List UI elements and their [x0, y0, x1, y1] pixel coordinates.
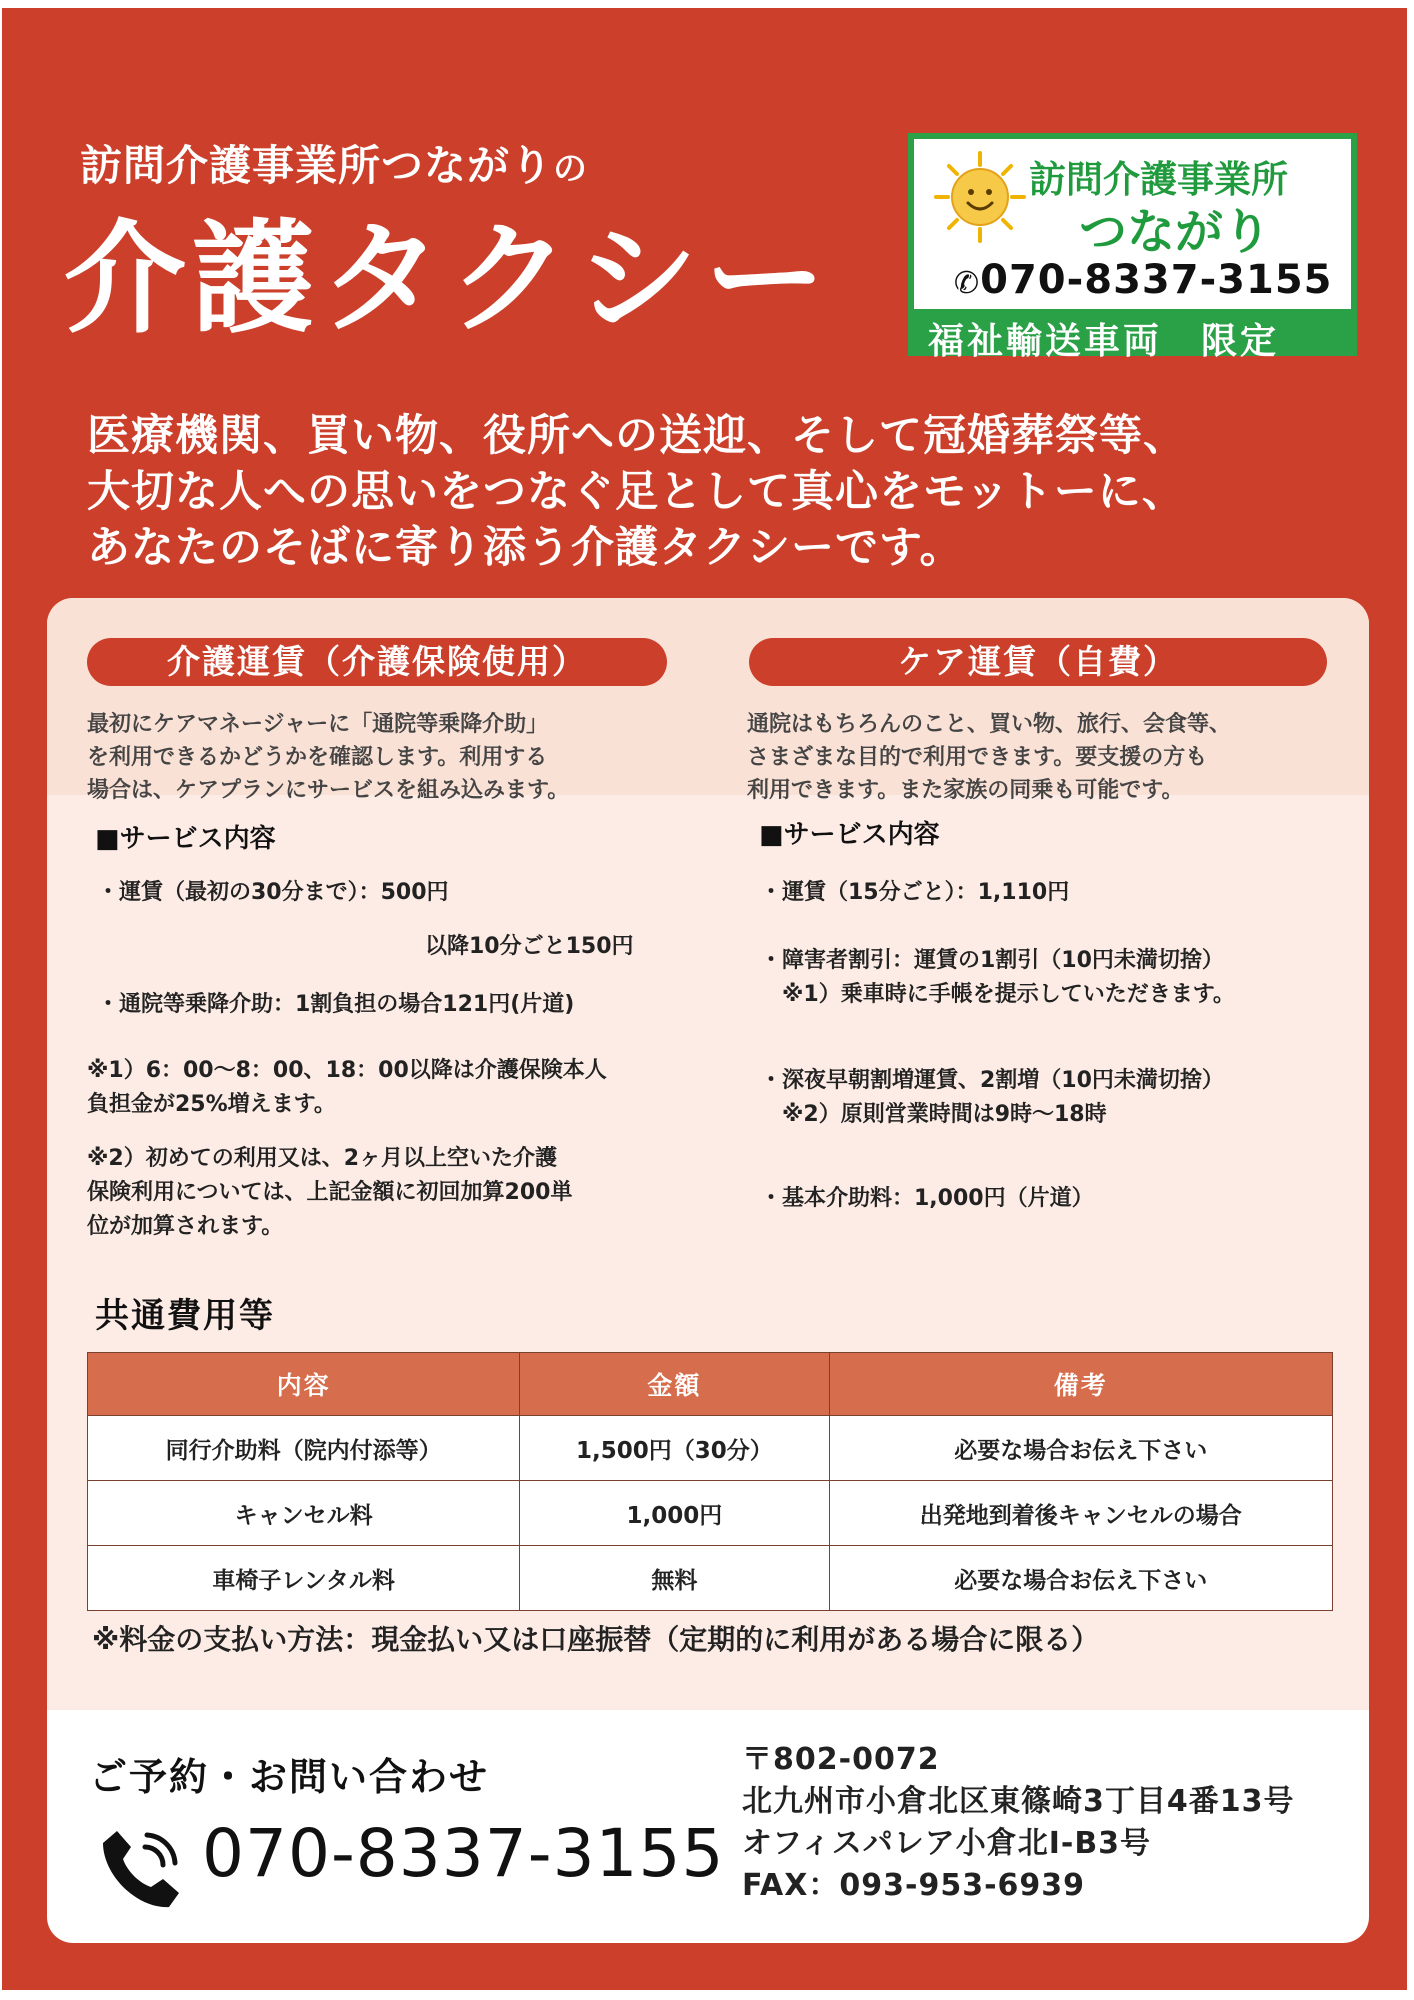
left-fare-initial: ・運賃（最初の30分まで）：500円: [97, 880, 449, 905]
left-service-heading: ■サービス内容: [95, 824, 276, 854]
table-cell: 同行介助料（院内付添等）: [88, 1416, 520, 1481]
contact-title: ご予約・お問い合わせ: [89, 1755, 490, 1799]
note-line: ※2）初めての利用又は、2ヶ月以上空いた介護: [87, 1146, 558, 1171]
note-line: 負担金が25%増えます。: [87, 1092, 336, 1117]
left-heading: 介護運賃（介護保険使用）: [87, 638, 667, 686]
intro-line: 大切な人への思いをつなぐ足として真心をモットーに、: [87, 467, 1186, 517]
note-line: 位が加算されます。: [87, 1214, 284, 1239]
intro-text: [87, 408, 1187, 576]
right-description: [747, 708, 1231, 807]
desc-line: 場合は、ケアプランにサービスを組み込みます。: [87, 778, 570, 803]
right-basic-assist-fee: ・基本介助料：1,000円（片道）: [760, 1186, 1094, 1211]
logo-name-line1: 訪問介護事業所: [1029, 158, 1288, 201]
desc-line: 通院はもちろんのこと、買い物、旅行、会食等、: [747, 712, 1232, 737]
table-row: [88, 1416, 1333, 1481]
note-line: ※1）6：00～8：00、18：00以降は介護保険本人: [87, 1058, 607, 1083]
left-fare-additional: 以降10分ごと150円: [425, 934, 634, 959]
common-fees-title: 共通費用等: [95, 1296, 275, 1336]
right-night-note: ※2）原則営業時間は9時～18時: [782, 1102, 1107, 1127]
table-cell: 必要な場合お伝え下さい: [829, 1546, 1332, 1611]
logo-phone: [954, 257, 1333, 303]
column-header-content: 内容: [88, 1353, 520, 1416]
contact-footer: [47, 1710, 1369, 1943]
smiling-sun-icon: [934, 151, 1026, 243]
table-cell: 出発地到着後キャンセルの場合: [829, 1481, 1332, 1546]
desc-line: 利用できます。また家族の同乗も可能です。: [747, 778, 1184, 803]
main-title: 介護タクシー: [64, 208, 832, 350]
info-panel: [47, 598, 1369, 1710]
right-disability-discount: ・障害者割引：運賃の1割引（10円未満切捨）: [760, 948, 1224, 973]
table-cell: 1,500円（30分）: [520, 1416, 829, 1481]
logo-vehicle-note: 福祉輸送車両 限定: [928, 321, 1280, 362]
table-header-row: [88, 1353, 1333, 1416]
subtitle-text: 訪問介護事業所つながり: [80, 141, 554, 190]
table-cell: 車椅子レンタル料: [88, 1546, 520, 1611]
table-row: [88, 1546, 1333, 1611]
subtitle-suffix: の: [553, 149, 589, 189]
contact-phone-number[interactable]: 070-8337-3155: [202, 1815, 725, 1892]
logo-inner: [914, 139, 1351, 309]
table-cell: 必要な場合お伝え下さい: [829, 1416, 1332, 1481]
column-header-remarks: 備考: [829, 1353, 1332, 1416]
logo-phone-mark: ✆: [954, 266, 981, 301]
table-cell: 無料: [520, 1546, 829, 1611]
postal-code: 〒802-0072: [742, 1742, 940, 1777]
left-assist-fee: ・通院等乗降介助：1割負担の場合121円(片道): [97, 992, 575, 1017]
logo-name-line2: つながり: [1079, 204, 1272, 260]
note-line: 保険利用については、上記金額に初回加算200単: [87, 1180, 573, 1205]
right-fare: ・運賃（15分ごと）：1,110円: [760, 880, 1070, 905]
right-night-surcharge: ・深夜早朝割増運賃、2割増（10円未満切捨）: [760, 1068, 1224, 1093]
telephone-handset-icon: [97, 1825, 185, 1913]
address-line-2: オフィスパレア小倉北Ⅰ-B3号: [742, 1826, 1152, 1861]
right-discount-note: ※1）乗車時に手帳を提示していただきます。: [782, 982, 1235, 1007]
desc-line: を利用できるかどうかを確認します。利用する: [87, 745, 548, 770]
header-subtitle: [80, 133, 588, 193]
table-row: [88, 1481, 1333, 1546]
table-cell: キャンセル料: [88, 1481, 520, 1546]
column-header-amount: 金額: [520, 1353, 829, 1416]
company-logo: [908, 133, 1357, 362]
desc-line: さまざまな目的で利用できます。要支援の方も: [747, 745, 1208, 770]
intro-line: 医療機関、買い物、役所への送迎、そして冠婚葬祭等、: [87, 411, 1187, 461]
fax-number: FAX：093-953-6939: [742, 1868, 1086, 1903]
left-description: [87, 708, 569, 807]
table-cell: 1,000円: [520, 1481, 829, 1546]
payment-method-note: ※料金の支払い方法：現金払い又は口座振替（定期的に利用がある場合に限る）: [92, 1623, 1100, 1656]
left-note-1: [87, 1054, 607, 1122]
intro-line: あなたのそばに寄り添う介護タクシーです。: [87, 523, 964, 573]
red-background: [2, 8, 1407, 1990]
logo-phone-number: 070-8337-3155: [980, 257, 1333, 303]
address-line-1: 北九州市小倉北区東篠崎3丁目4番13号: [742, 1784, 1295, 1819]
right-heading: ケア運賃（自費）: [749, 638, 1327, 686]
left-note-2: [87, 1142, 572, 1244]
right-service-heading: ■サービス内容: [759, 820, 940, 850]
common-fees-table: [87, 1352, 1333, 1611]
desc-line: 最初にケアマネージャーに「通院等乗降介助」: [87, 712, 549, 737]
